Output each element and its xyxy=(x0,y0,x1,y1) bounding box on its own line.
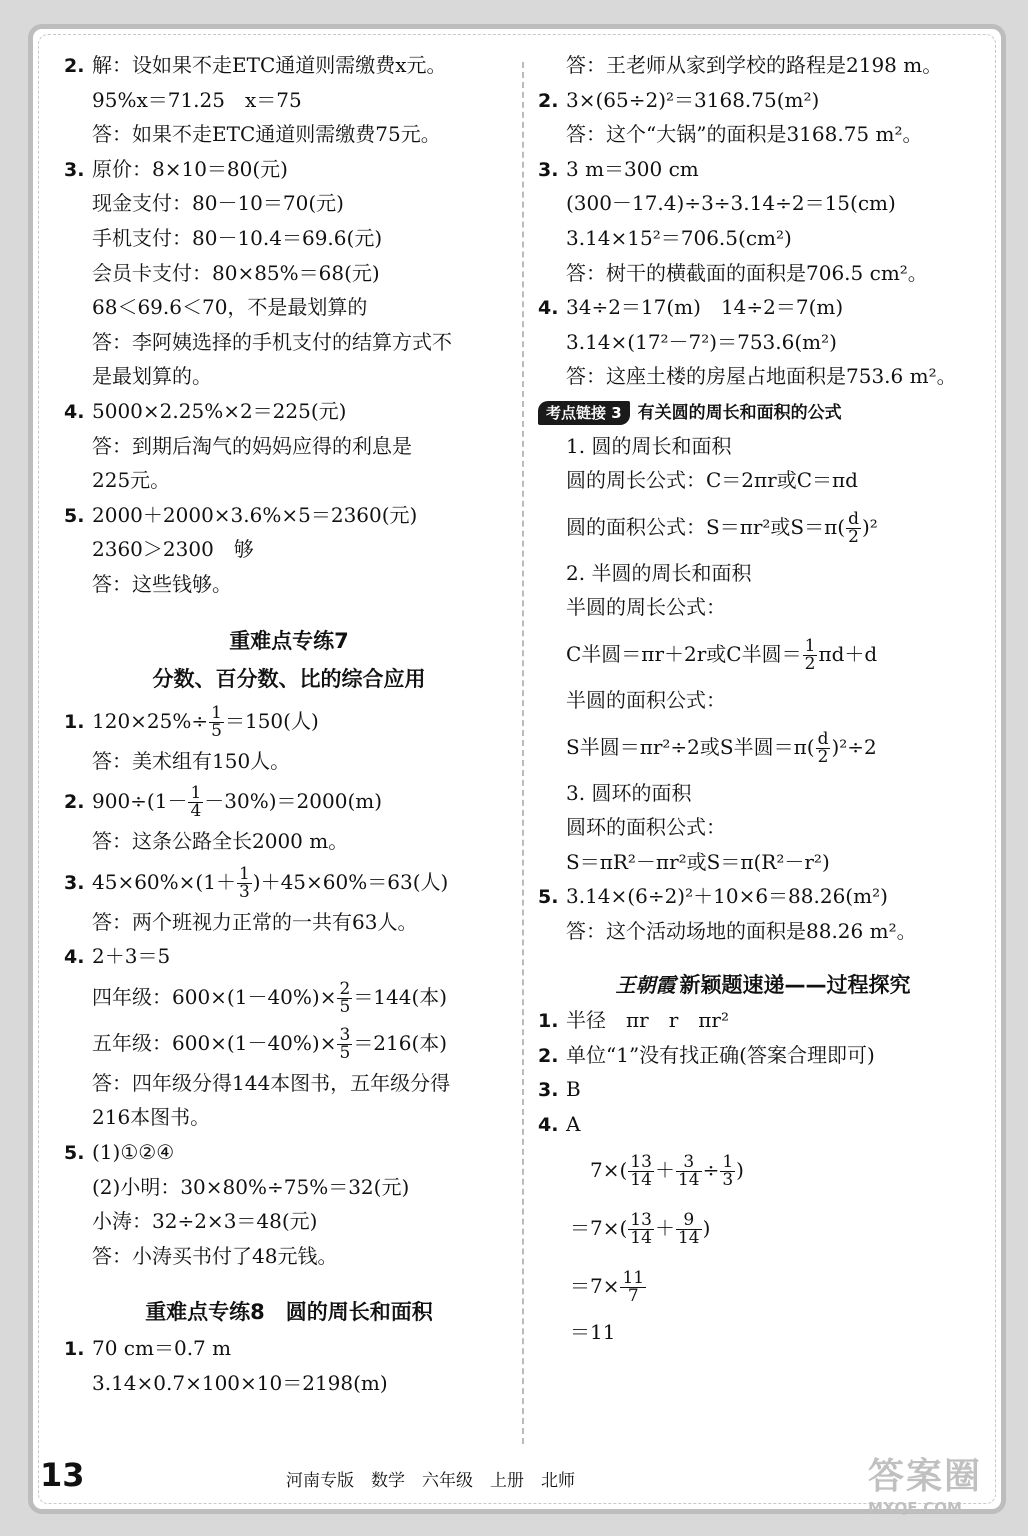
fraction: $\frac{9}{14}$ xyxy=(677,1210,700,1249)
answer-line: 答：树干的横截面的面积是706.5 cm²。 xyxy=(566,260,928,285)
section-subtitle: 分数、百分数、比的综合应用 xyxy=(152,666,426,691)
fraction: $\frac{d}{2}$ xyxy=(817,728,829,767)
formula-line: 2. 半圆的周长和面积 xyxy=(566,560,752,585)
answer-line: 3. 原价：8×10＝80(元) xyxy=(64,156,288,181)
answer-line: 95%x＝71.25 x＝75 xyxy=(92,87,302,112)
fraction: $\frac{13}{14}$ xyxy=(630,1210,652,1249)
column-divider xyxy=(522,62,524,1444)
answer-line: 1. 70 cm＝0.7 m xyxy=(64,1336,232,1361)
formula-line: 1. 圆的周长和面积 xyxy=(566,433,732,458)
formula-line: 圆的面积公式：S＝πr²或S＝π( $\frac{d}{2}$ )² xyxy=(566,508,878,547)
fraction: $\frac{11}{7}$ xyxy=(622,1268,645,1307)
section-title: 重难点专练7 xyxy=(229,628,349,653)
calc-line: ＝7× $\frac{11}{7}$ xyxy=(570,1268,645,1307)
fraction: $\frac{d}{2}$ xyxy=(848,508,859,547)
answer-line: 5. (1)①②④ xyxy=(64,1140,175,1165)
answer-line: 4. A xyxy=(538,1111,581,1136)
answer-line: (2)小明：30×80%÷75%＝32(元) xyxy=(92,1174,410,1199)
formula-line: S＝πR²－πr²或S＝π(R²－r²) xyxy=(566,849,830,874)
answer-line: 2. 单位“1”没有找正确(答案合理即可) xyxy=(538,1042,875,1067)
answer-line: 3.14×0.7×100×10＝2198(m) xyxy=(92,1371,388,1396)
fraction: $\frac{3}{5}$ xyxy=(339,1024,351,1063)
answer-line: 4. 5000×2.25%×2＝225(元) xyxy=(64,398,347,423)
formula-line: 圆的周长公式：C＝2πr或C＝πd xyxy=(566,468,858,493)
answer-line: 答：四年级分得144本图书，五年级分得 xyxy=(92,1070,451,1095)
fraction: $\frac{3}{14}$ xyxy=(677,1152,700,1191)
answer-line: 答：这个“大锅”的面积是3168.75 m²。 xyxy=(566,122,923,147)
knowledge-point-header: 考点链接 3 有关圆的周长和面积的公式 xyxy=(538,394,988,429)
answer-line: 225元。 xyxy=(92,468,171,493)
answer-line: 答：小涛买书付了48元钱。 xyxy=(92,1243,338,1268)
answer-line: 答：到期后淘气的妈妈应得的利息是 xyxy=(92,433,412,458)
answer-line: 答：这条公路全长2000 m。 xyxy=(92,829,349,854)
answer-line: 1. 120×25%÷ $\frac{1}{5}$ ＝150(人) xyxy=(64,702,319,741)
answer-line: 2. 解：设如果不走ETC通道则需缴费x元。 xyxy=(64,53,447,77)
answer-line: 3.14×15²＝706.5(cm²) xyxy=(566,225,792,250)
fraction: $\frac{13}{14}$ xyxy=(630,1152,652,1191)
answer-line: 5. 3.14×(6÷2)²＋10×6＝88.26(m²) xyxy=(538,884,888,909)
fraction: $\frac{1}{5}$ xyxy=(211,702,222,741)
answer-line: 3. 3 m＝300 cm xyxy=(538,156,699,181)
answer-line: 答：这些钱够。 xyxy=(92,571,232,596)
answer-line: 216本图书。 xyxy=(92,1105,211,1130)
formula-line: 3. 圆环的面积 xyxy=(566,780,692,805)
answer-line: 会员卡支付：80×85%＝68(元) xyxy=(92,260,380,285)
answer-line: 4. 2＋3＝5 xyxy=(64,944,171,969)
answer-line: 2. 900÷(1－ $\frac{1}{4}$ －30%)＝2000(m) xyxy=(64,783,383,822)
answer-line: 5. 2000＋2000×3.6%×5＝2360(元) xyxy=(64,502,418,527)
answer-line: 四年级：600×(1－40%)× $\frac{2}{5}$ ＝144(本) xyxy=(92,978,448,1017)
fraction: $\frac{1}{2}$ xyxy=(804,635,816,674)
answer-line: 2. 3×(65÷2)²＝3168.75(m²) xyxy=(538,87,820,112)
fraction: $\frac{1}{4}$ xyxy=(190,783,202,822)
answer-line: 答：美术组有150人。 xyxy=(92,748,291,773)
brand-logo: 王朝霞 xyxy=(615,973,676,998)
calc-line: ＝7×( $\frac{13}{14}$ ＋ $\frac{9}{14}$ ) xyxy=(570,1210,711,1249)
answer-line: 3. B xyxy=(538,1077,581,1102)
answer-line: 答：如果不走ETC通道则需缴费75元。 xyxy=(92,122,441,147)
answer-line: 五年级：600×(1－40%)× $\frac{3}{5}$ ＝216(本) xyxy=(92,1024,448,1063)
answer-line: 68＜69.6＜70，不是最划算的 xyxy=(92,295,368,320)
section-title: 王朝霞 新颖题速递——过程探究 xyxy=(615,973,911,998)
answer-line: 现金支付：80－10＝70(元) xyxy=(92,191,344,216)
formula-line: 半圆的面积公式： xyxy=(566,687,726,712)
answer-line: 答：李阿姨选择的手机支付的结算方式不 xyxy=(92,329,452,354)
fraction: $\frac{1}{3}$ xyxy=(722,1152,734,1191)
answer-line: 2360＞2300 够 xyxy=(92,537,254,562)
answer-line: 答：两个班视力正常的一共有63人。 xyxy=(92,909,418,934)
answer-line: 3.14×(17²－7²)＝753.6(m²) xyxy=(566,329,837,354)
calc-line: ＝11 xyxy=(570,1320,616,1345)
answer-line: 4. 34÷2＝17(m) 14÷2＝7(m) xyxy=(538,295,844,320)
formula-line: S半圆＝πr²÷2或S半圆＝π( $\frac{d}{2}$ )²÷2 xyxy=(566,728,877,767)
calc-line: 7×( $\frac{13}{14}$ ＋ $\frac{3}{14}$ ÷ $\frac{1}{3}$ ) xyxy=(590,1152,744,1191)
watermark: 答案圈 MXQE.COM xyxy=(868,1456,983,1517)
answer-line: 小涛：32÷2×3＝48(元) xyxy=(92,1209,318,1234)
formula-line: 圆环的面积公式： xyxy=(566,815,726,840)
answer-line: 答：王老师从家到学校的路程是2198 m。 xyxy=(566,53,943,77)
answer-line: 答：这座土楼的房屋占地面积是753.6 m²。 xyxy=(566,364,957,389)
section-title: 重难点专练8 圆的周长和面积 xyxy=(145,1300,433,1325)
answer-line: 是最划算的。 xyxy=(92,364,212,389)
answer-line: 1. 半径 πr r πr² xyxy=(538,1008,729,1033)
right-column xyxy=(538,48,988,1350)
answer-line: 3. 45×60%×(1＋ $\frac{1}{3}$ )＋45×60%＝63(人) xyxy=(64,863,449,902)
footer-text: 河南专版 数学 六年级 上册 北师 xyxy=(286,1471,575,1491)
answer-line: 手机支付：80－10.4＝69.6(元) xyxy=(92,225,383,250)
answer-line: (300－17.4)÷3÷3.14÷2＝15(cm) xyxy=(566,191,896,216)
page-number: 13 xyxy=(40,1456,85,1494)
formula-line: 半圆的周长公式： xyxy=(566,595,726,620)
answer-line: 答：这个活动场地的面积是88.26 m²。 xyxy=(566,918,917,943)
fraction: $\frac{1}{3}$ xyxy=(238,863,250,902)
knowledge-point-badge: 考点链接 3 xyxy=(538,401,630,425)
left-column xyxy=(64,48,514,1401)
fraction: $\frac{2}{5}$ xyxy=(339,978,351,1017)
formula-line: C半圆＝πr＋2r或C半圆＝ $\frac{1}{2}$ πd＋d xyxy=(566,635,878,674)
